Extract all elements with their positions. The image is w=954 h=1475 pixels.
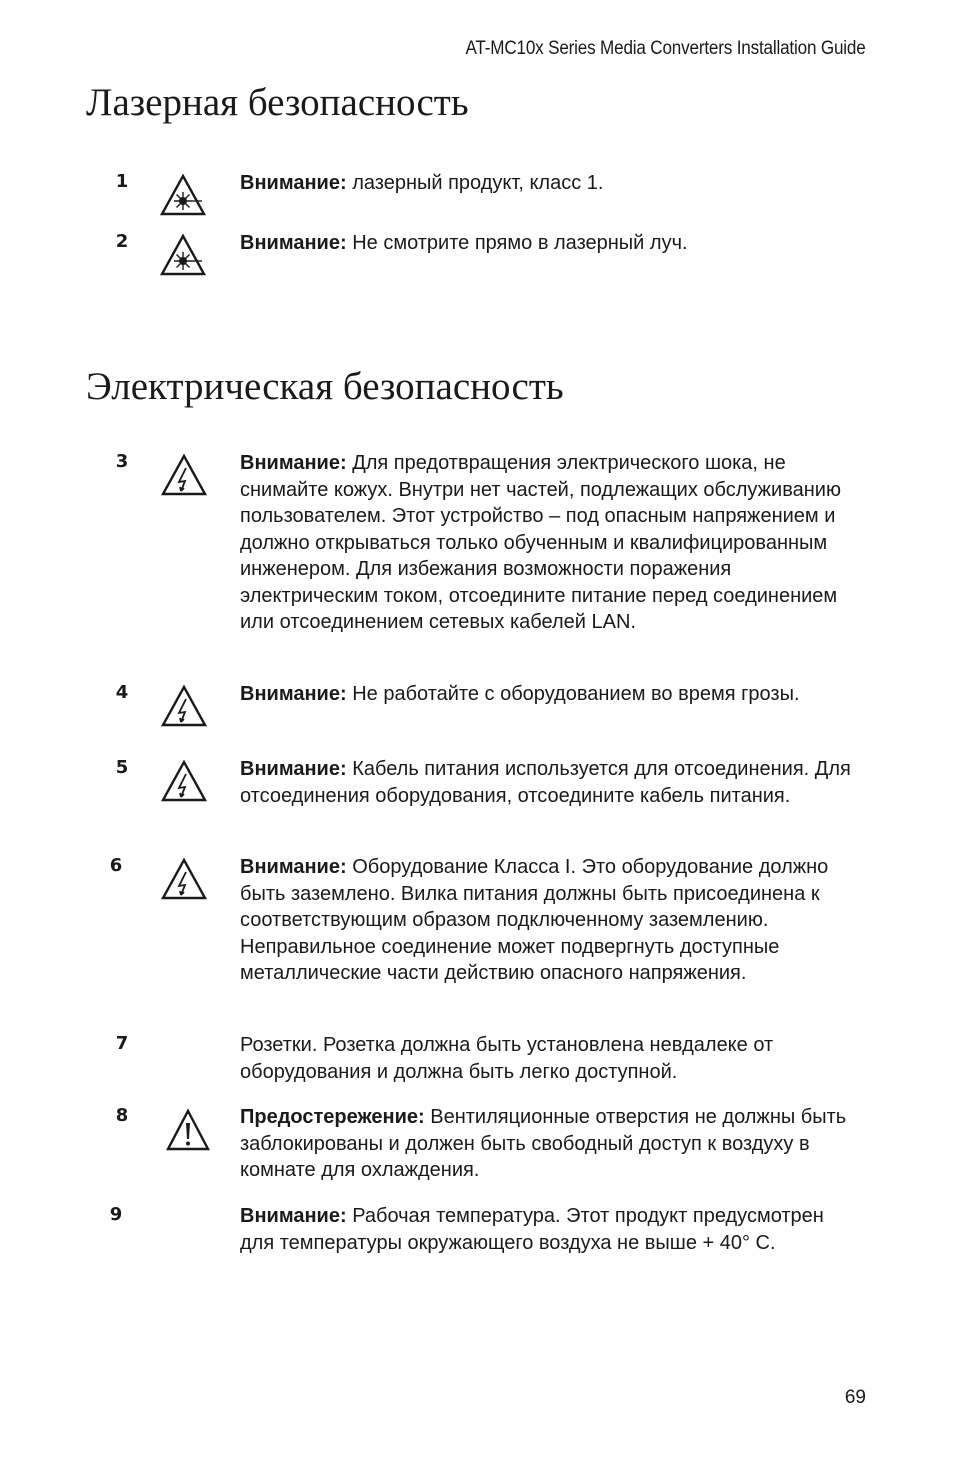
item-text [240, 1032, 852, 1085]
item-text [240, 854, 852, 987]
item-number: 5 [115, 757, 129, 778]
item-label: Внимание: [240, 856, 347, 878]
item-body: Кабель питания используется для отсоединения. Для отсоединения оборудования, отсоедините кабель питания. [240, 758, 851, 807]
item-body: Для предотвращения электрического шока, не снимайте кожух. Внутри нет частей, подлежащих обслуживанию пользователем. Этот устройство – под опасным напряжением и должно открываться только обученным и квалифицированным инженером. Для избежания возможности поражения электрическим током, отсоедините питание перед соединением или отсоединением сетевых кабелей LAN. [240, 452, 841, 633]
item-number: 7 [115, 1033, 129, 1054]
section-title-electrical-safety: Электрическая безопасность [86, 365, 564, 408]
item-label: Внимание: [240, 683, 347, 705]
item-body: Не работайте с оборудованием во время грозы. [346, 683, 800, 705]
item-body: Вентиляционные отверстия не должны быть заблокированы и должен быть свободный доступ к воздуху в комнате для охлаждения. [240, 1106, 847, 1181]
item-label: Внимание: [240, 172, 347, 194]
laser-warning-icon [160, 232, 208, 276]
item-body: Не смотрите прямо в лазерный луч. [346, 232, 688, 254]
electrical-hazard-icon [160, 683, 208, 727]
page-number: 69 [844, 1387, 866, 1408]
item-text [240, 170, 852, 197]
section-title-laser-safety: Лазерная безопасность [86, 81, 469, 124]
item-label: Внимание: [240, 758, 347, 780]
item-number: 3 [115, 451, 129, 472]
item-text [240, 1104, 852, 1184]
running-header: AT-MC10x Series Media Converters Installation Guide [465, 38, 866, 59]
item-number: 4 [115, 682, 129, 703]
item-body: Рабочая температура. Этот продукт предусмотрен для температуры окружающего воздуха не выше + 40° C. [240, 1205, 824, 1254]
item-body: Оборудование Класса I. Это оборудование должно быть заземлено. Вилка питания должны быть присоединена к соответствующим образом подключенному заземлению. Неправильное соединение может подвергнуть доступные металлические части действию опасного напряжения. [240, 856, 829, 984]
item-label: Внимание: [240, 232, 347, 254]
item-number: 1 [115, 171, 129, 192]
electrical-hazard-icon [160, 856, 208, 900]
laser-warning-icon [160, 172, 208, 216]
item-text [240, 230, 852, 257]
item-text [240, 756, 852, 809]
caution-icon [164, 1106, 212, 1150]
item-body: лазерный продукт, класс 1. [346, 172, 604, 194]
electrical-hazard-icon [160, 452, 208, 496]
item-label: Внимание: [240, 1205, 347, 1227]
item-number: 6 [109, 855, 123, 876]
item-label: Предостережение: [240, 1106, 425, 1128]
item-number: 8 [115, 1105, 129, 1126]
item-number: 2 [115, 231, 129, 252]
item-text [240, 450, 852, 636]
item-number: 9 [109, 1204, 123, 1225]
item-label: Внимание: [240, 452, 347, 474]
item-text [240, 681, 852, 708]
item-body: Розетки. Розетка должна быть установлена невдалеке от оборудования и должна быть легко доступной. [240, 1034, 774, 1083]
electrical-hazard-icon [160, 758, 208, 802]
item-text [240, 1203, 852, 1256]
